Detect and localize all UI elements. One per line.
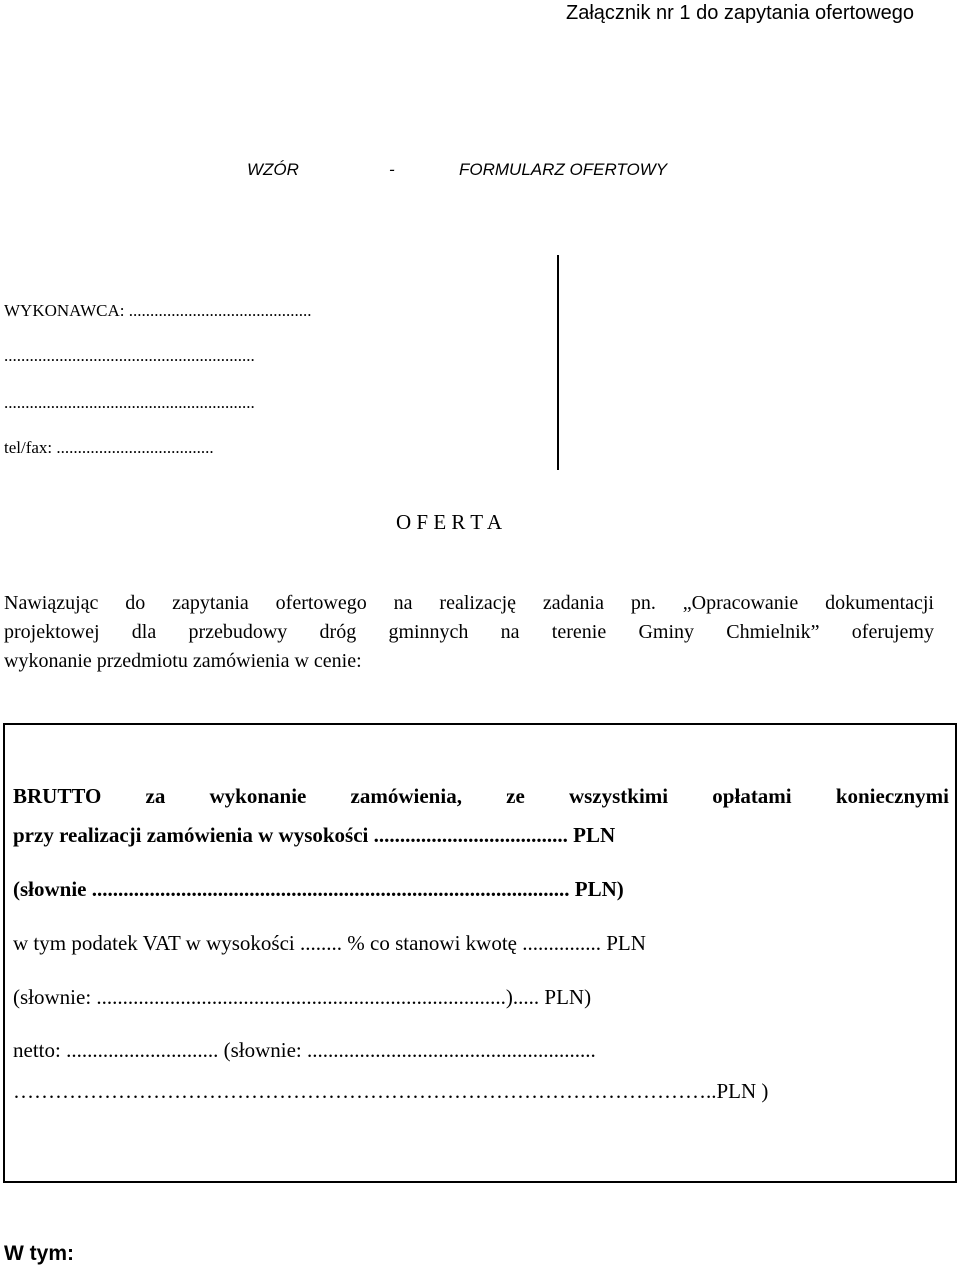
intro-line-1: Nawiązując do zapytania ofertowego na realizację zadania pn. „Opracowanie dokumentacji xyxy=(4,592,934,614)
netto-continuation-line: ………………………………………………………………………………………..PLN ) xyxy=(13,1079,769,1103)
vertical-divider xyxy=(557,255,559,470)
brutto-line-2: przy realizacji zamówienia w wysokości ..................................... PLN xyxy=(13,823,616,847)
w-tym-heading: W tym: xyxy=(4,1242,74,1265)
vat-line: w tym podatek VAT w wysokości ........ % co stanowi kwotę ............... PLN xyxy=(13,931,646,955)
contractor-line-3: ........................................................... xyxy=(4,393,255,412)
offer-title: O F E R T A xyxy=(396,510,503,534)
attachment-label: Załącznik nr 1 do zapytania ofertowego xyxy=(566,2,914,24)
template-heading-right: FORMULARZ OFERTOWY xyxy=(459,160,668,179)
slownie-vat-line: (słownie: ..............................................................................)..... PLN) xyxy=(13,985,592,1009)
contractor-label: WYKONAWCA: ........................................... xyxy=(4,301,312,320)
price-box xyxy=(3,723,957,1183)
intro-paragraph xyxy=(4,589,934,676)
contractor-tel-fax: tel/fax: ..................................... xyxy=(4,438,214,457)
template-heading-dash: - xyxy=(389,160,395,179)
intro-line-3: wykonanie przedmiotu zamówienia w cenie: xyxy=(4,650,362,672)
slownie-brutto-line: (słownie ........................................................................................... PLN) xyxy=(13,877,624,901)
contractor-line-2: ........................................................... xyxy=(4,346,255,365)
intro-line-2: projektowej dla przebudowy dróg gminnych na terenie Gminy Chmielnik” oferujemy xyxy=(4,621,934,643)
netto-line: netto: ............................. (słownie: ....................................................... xyxy=(13,1038,596,1062)
brutto-line-1: BRUTTO za wykonanie zamówienia, ze wszystkimi opłatami koniecznymi xyxy=(13,784,949,808)
template-heading-left: WZÓR xyxy=(247,160,299,179)
